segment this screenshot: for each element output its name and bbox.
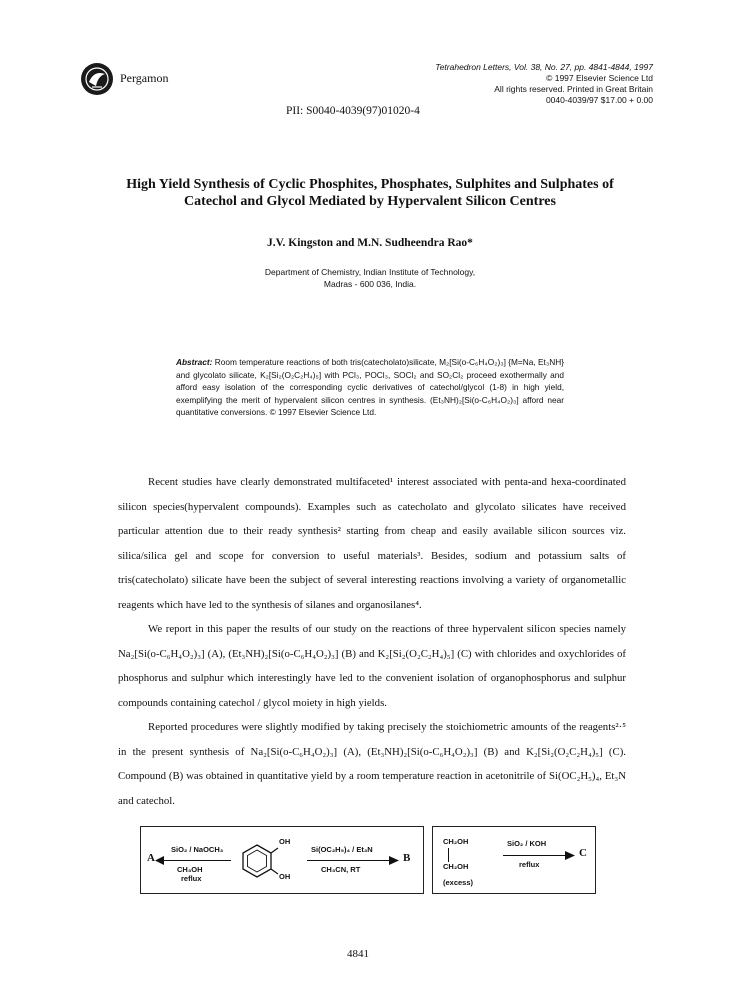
arrowhead-right-icon bbox=[565, 851, 575, 860]
affiliation-line-2: Madras - 600 036, India. bbox=[323, 279, 417, 289]
excess-label: (excess) bbox=[443, 878, 474, 887]
reagent-a-top: SiO₂ / NaOCH₃ bbox=[171, 845, 224, 854]
ch2oh-bottom-label: CH₂OH bbox=[443, 862, 469, 871]
scheme-box-catechol bbox=[140, 826, 424, 894]
glycol-bond bbox=[448, 848, 449, 862]
title-line-2: Catechol and Glycol Mediated by Hypervalent Silicon Centres bbox=[184, 194, 556, 209]
rights-line: All rights reserved. Printed in Great Britain bbox=[494, 84, 653, 94]
pergamon-logo bbox=[80, 62, 114, 96]
arrow-to-c bbox=[503, 855, 569, 856]
page-number: 4841 bbox=[347, 948, 369, 960]
oh-top-label: OH bbox=[279, 837, 291, 846]
paragraph-2: We report in this paper the results of our study on the reactions of three hypervalent silicon species namely Na₂[Si(o-C₆H₄O₂)₃] (A), (Et₃NH)₂[Si(o-C₆H₄O₂)₃] (B) and K₂[Si₂(O₂C₂H₄)₅] (C) with chlorides and oxychlorides of phosphorus and sulphur which interestingly have led to the convenient isolation of organophosphorus and sulphur compounds containing catechol / glycol moiety in high yields. bbox=[118, 623, 626, 709]
abstract-text: Room temperature reactions of both tris(catecholato)silicate, M₂[Si(o-C₆H₄O₂)₃] {M=Na, Et₃NH} and glycolato silicate, K₂[Si₂(O₂C₂H₄)₅] with PCl₃, POCl₃, SOCl₂ and SO₂Cl₂ proceed exothermally and afford easy isolation of the corresponding cyclic derivatives of catechol/glycol (1-8) in high yield, exemplifying the merit of hypervalent silicon centres in synthesis. (Et₃NH)₂[Si(o-C₆H₄O₂)₃] afford near quantitative conversions. © 1997 Elsevier Science Ltd. bbox=[176, 357, 564, 417]
reagent-b-top: Si(OC₂H₅)₄ / Et₃N bbox=[311, 845, 373, 854]
reagent-a-solvent: CH₃OH bbox=[177, 865, 203, 874]
abstract bbox=[176, 356, 564, 419]
reagent-c-bottom: reflux bbox=[519, 860, 540, 869]
issn-line: 0040-4039/97 $17.00 + 0.00 bbox=[545, 95, 653, 105]
arrowhead-left-icon bbox=[155, 856, 165, 865]
ch2oh-top-label: CH₂OH bbox=[443, 837, 469, 846]
product-a-label: A bbox=[147, 852, 155, 864]
product-c-label: C bbox=[579, 847, 587, 859]
pii-identifier: PII: S0040-4039(97)01020-4 bbox=[286, 105, 420, 117]
arrowhead-right-icon bbox=[389, 856, 399, 865]
abstract-label: Abstract: bbox=[176, 357, 213, 367]
publisher-name: Pergamon bbox=[120, 71, 169, 85]
arrow-to-a bbox=[157, 860, 231, 861]
paper-title bbox=[110, 176, 630, 210]
oh-bottom-label: OH bbox=[279, 872, 291, 881]
arrow-to-b bbox=[307, 860, 395, 861]
reagent-c-top: SiO₂ / KOH bbox=[507, 839, 547, 848]
authors: J.V. Kingston and M.N. Sudheendra Rao* bbox=[267, 237, 473, 249]
scheme-box-glycol bbox=[432, 826, 596, 894]
copyright-line: © 1997 Elsevier Science Ltd bbox=[546, 73, 653, 83]
paragraph-3: Reported procedures were slightly modified by taking precisely the stoichiometric amounts of the reagents²·⁵ in the present synthesis of Na₂[Si(o-C₆H₄O₂)₃] (A), (Et₃NH)₂[Si(o-C₆H₄O₂)₃] (B) and K₂[Si₂(O₂C₂H₄)₅] (C). Compound (B) was obtained in quantitative yield by a room temperature reaction in acetonitrile of Si(OC₂H₅)₄, Et₃N and catechol. bbox=[118, 721, 626, 807]
reagent-b-bottom: CH₃CN, RT bbox=[321, 865, 361, 874]
body-text bbox=[118, 470, 626, 813]
catechol-structure-icon bbox=[235, 839, 279, 883]
reagent-a-condition: reflux bbox=[181, 874, 202, 883]
product-b-label: B bbox=[403, 852, 411, 864]
affiliation-line-1: Department of Chemistry, Indian Institute of Technology, bbox=[264, 267, 476, 277]
title-line-1: High Yield Synthesis of Cyclic Phosphites, Phosphates, Sulphites and Sulphates of bbox=[126, 177, 614, 192]
journal-info bbox=[435, 62, 653, 106]
affiliation bbox=[150, 266, 590, 290]
journal-citation: Tetrahedron Letters, Vol. 38, No. 27, pp. 4841-4844, 1997 bbox=[435, 62, 653, 72]
paragraph-1: Recent studies have clearly demonstrated multifaceted¹ interest associated with penta-and hexa-coordinated silicon species(hypervalent compounds). Examples such as catecholato and glycolato silicates have received particular attention due to their ready synthesis² starting from cheap and easily available silicon sources viz. silica/silica gel and scope for conversion to useful materials³. Besides, sodium and potassium salts of tris(catecholato) silicate have been the subject of several interesting reactions involving a variety of organometallic reagents which have led to the synthesis of silanes and organosilanes⁴. bbox=[118, 476, 626, 611]
